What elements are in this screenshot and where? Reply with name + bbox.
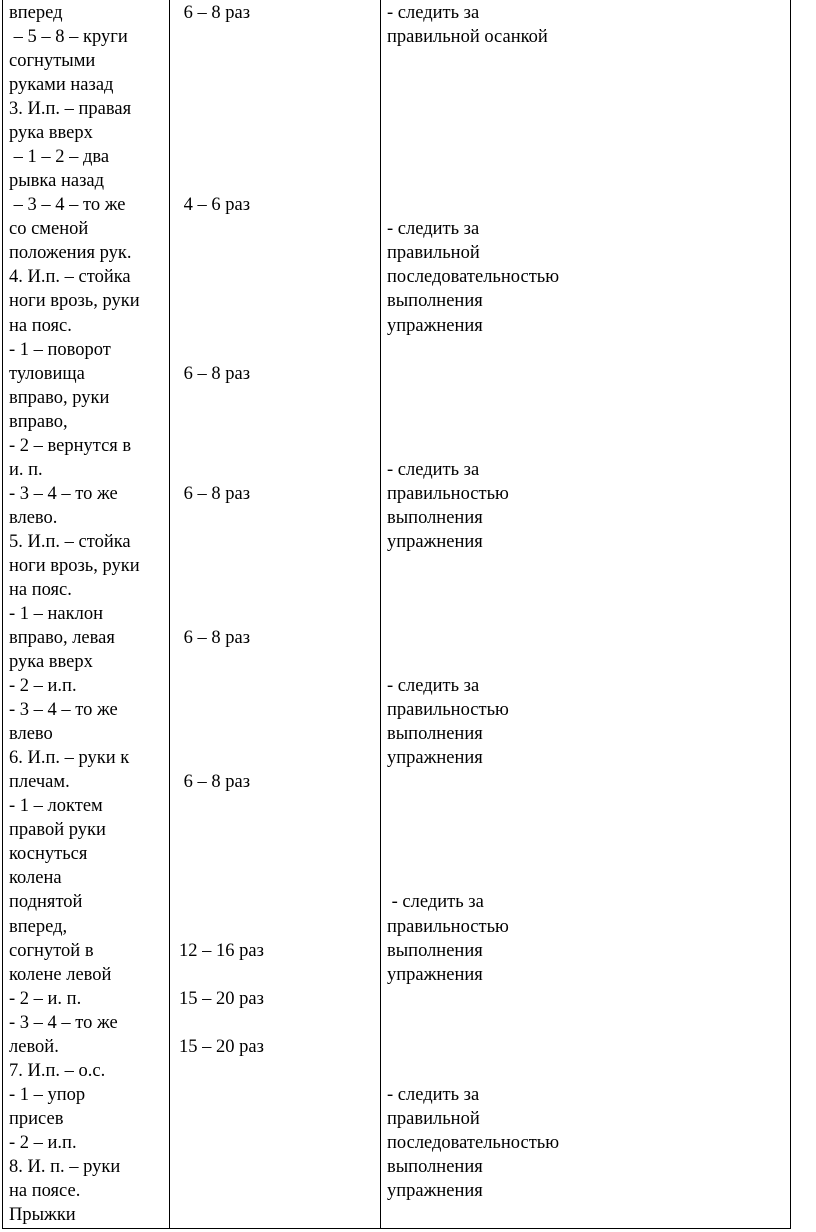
exercise-line: вправо, левая [9,628,115,649]
exercise-line: – 1 – 2 – два [9,147,110,168]
note-line: правильностью [387,483,509,504]
exercise-line: - 3 – 4 – то же [9,700,118,721]
exercise-line: влево [9,724,53,745]
exercise-line: - 1 – упор [9,1084,86,1105]
exercise-line: - 3 – 4 – то же [9,483,118,504]
exercise-line: присев [9,1108,64,1129]
exercise-line: 4. И.п. – стойка [9,267,131,288]
note-line: - следить за [387,459,480,480]
exercise-line: колене левой [9,964,112,985]
exercise-line: левой. [9,1036,59,1057]
exercise-line: правой руки [9,820,106,841]
exercise-line: - 3 – 4 – то же [9,1012,118,1033]
exercise-line: плечам. [9,772,70,793]
note-line: правильностью [387,916,509,937]
note-line: выполнения [387,1156,483,1177]
exercise-line: - 1 – локтем [9,796,103,817]
exercise-line: вправо, [9,411,68,432]
note-line: последовательностью [387,1132,560,1153]
column-divider-1 [169,0,170,1229]
exercise-line: - 2 – вернутся в [9,435,132,456]
exercise-line: вперед, [9,916,68,937]
exercise-line: Прыжки [9,1205,76,1225]
exercise-line: – 5 – 8 – круги [9,27,128,48]
exercise-line: 5. И.п. – стойка [9,531,131,552]
dosage-line: 6 – 8 раз [179,628,251,649]
dosage-line: 6 – 8 раз [179,363,251,384]
note-line: правильностью [387,700,509,721]
exercise-line: коснуться [9,844,88,865]
exercise-line: - 2 – и.п. [9,1132,77,1153]
exercise-line: ноги врозь, руки [9,555,140,576]
exercise-line: вправо, руки [9,387,110,408]
dosage-line: 15 – 20 раз [179,1036,264,1057]
note-line: правильной [387,1108,480,1129]
dosage-line: 12 – 16 раз [179,940,264,961]
dosage-line: 4 – 6 раз [179,195,251,216]
exercise-line: положения рук. [9,243,132,264]
exercise-line: колена [9,868,62,889]
exercise-line: рука вверх [9,123,93,144]
note-line: упражнения [387,748,483,769]
exercise-line: туловища [9,363,85,384]
dosage-line: 15 – 20 раз [179,988,264,1009]
exercise-line: рука вверх [9,652,93,673]
exercise-line: ноги врозь, руки [9,291,140,312]
exercise-line: рывка назад [9,171,105,192]
exercise-line: - 1 – поворот [9,339,111,360]
note-line: последовательностью [387,267,560,288]
exercise-line: 8. И. п. – руки [9,1156,121,1177]
note-line: - следить за [387,3,480,23]
column-divider-2 [380,0,381,1229]
exercise-line: поднятой [9,892,83,913]
note-line: выполнения [387,724,483,745]
dosage-line: 6 – 8 раз [179,772,251,793]
exercise-line: вперед [9,3,63,23]
exercise-line: руками назад [9,75,114,96]
note-line: - следить за [387,676,480,697]
note-line: упражнения [387,1180,483,1201]
exercise-table [2,0,791,1229]
exercise-line: 7. И.п. – о.с. [9,1060,106,1081]
note-line: - следить за [387,892,484,913]
exercise-line: влево. [9,507,58,528]
exercise-line: на поясе. [9,1180,81,1201]
exercise-line: - 1 – наклон [9,604,104,624]
note-line: упражнения [387,315,483,336]
note-line: выполнения [387,507,483,528]
dosage-line: 6 – 8 раз [179,483,251,504]
exercise-line: - 2 – и. п. [9,988,82,1009]
note-line: выполнения [387,940,483,961]
note-line: правильной [387,243,480,264]
exercise-line: 6. И.п. – руки к [9,748,130,769]
exercise-line: 3. И.п. – правая [9,99,132,120]
note-line: выполнения [387,291,483,312]
exercise-line: - 2 – и.п. [9,676,77,697]
note-line: упражнения [387,531,483,552]
dosage-line: 6 – 8 раз [179,3,251,23]
exercise-line: и. п. [9,459,43,480]
exercise-line: – 3 – 4 – то же [9,195,126,216]
exercise-line: на пояс. [9,579,72,600]
note-line: правильной осанкой [387,27,548,48]
note-line: - следить за [387,219,480,240]
exercise-line: согнутыми [9,51,96,72]
note-line: - следить за [387,1084,480,1105]
exercise-line: на пояс. [9,315,72,336]
note-line: упражнения [387,964,483,985]
exercise-line: со сменой [9,219,89,240]
exercise-line: согнутой в [9,940,94,961]
